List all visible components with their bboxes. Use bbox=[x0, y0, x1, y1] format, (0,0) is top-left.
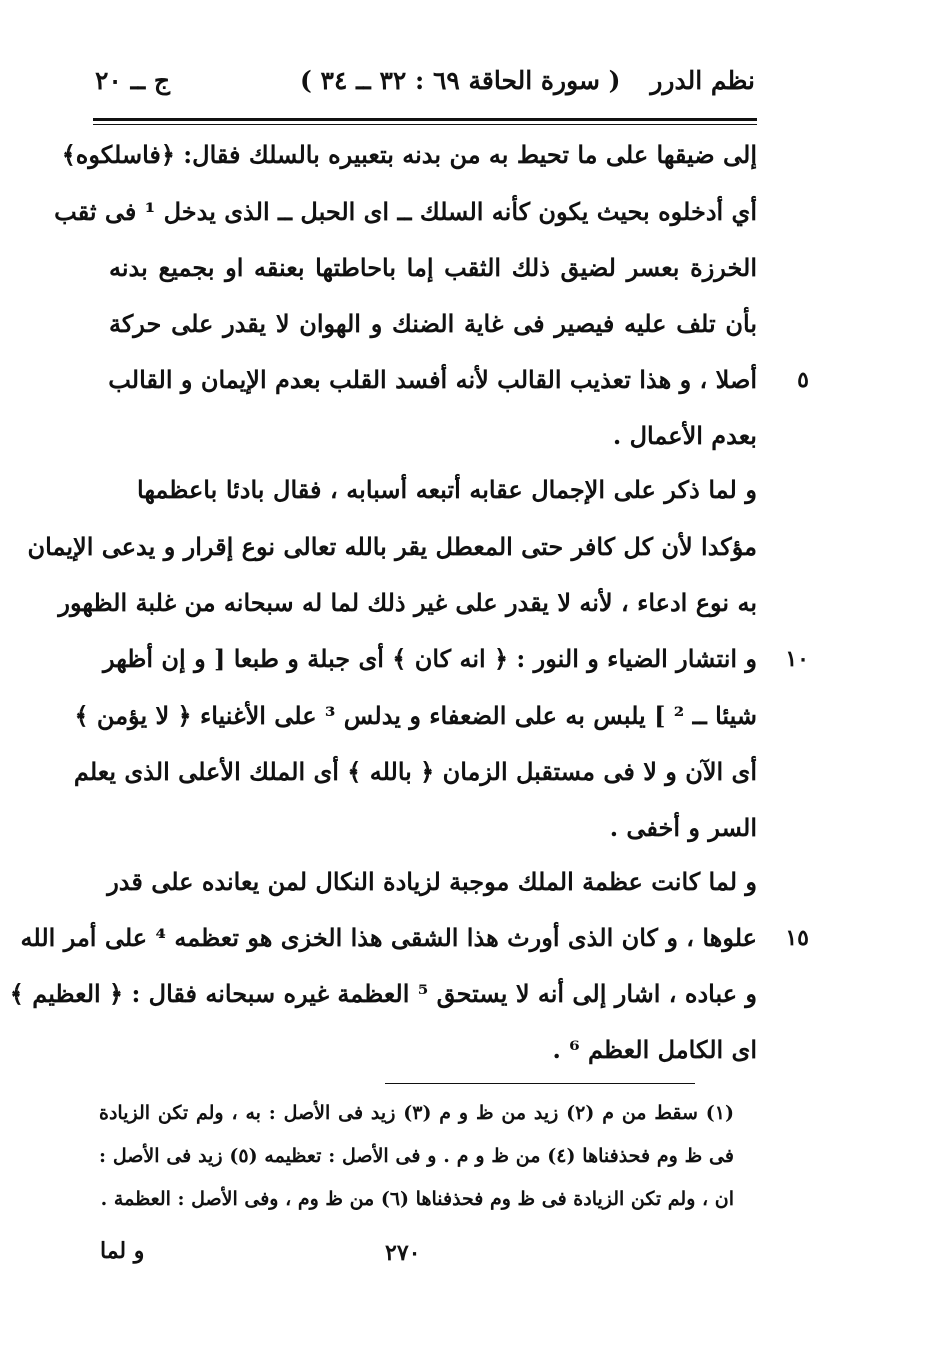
footnote-separator bbox=[385, 1083, 695, 1084]
text-line-3: الخرزة بعسر لضيق ذلك الثقب إما باحاطتها بعنقه او بجميع بدنه bbox=[109, 253, 757, 282]
text-line-13: السر و أخفى . bbox=[609, 813, 757, 842]
text-line-4: بأن تلف عليه فيصير فى غاية الضنك و الهوان لا يقدر على حركة bbox=[109, 309, 757, 338]
text-line-10: و انتشار الضياء و النور : ﴿ انه كان ﴾ أى جبلة و طبعا [ و إن أظهر bbox=[102, 644, 757, 673]
text-line-14: و لما كانت عظمة الملك موجبة لزيادة النكال لمن يعانده على قدر bbox=[107, 867, 757, 896]
text-line-16: و عباده ، اشار إلى أنه لا يستحق ⁵ العظمة غيره سبحانه فقال : ﴿ العظيم ﴾ bbox=[9, 979, 757, 1008]
footnote-line-3: ان ، ولم تكن الزيادة فى ظ وم فحذفناها (٦) من ظ وم ، وفى الأصل : العظمة . bbox=[100, 1188, 734, 1210]
text-line-1: إلى ضيقها على ما تحيط به من بدنه بتعبيره بالسلك فقال: ﴿فاسلكوه﴾ bbox=[61, 140, 757, 169]
text-line-5: أصلا ، و هذا تعذيب القالب لأنه أفسد القلب بعدم الإيمان و القالب bbox=[108, 365, 757, 394]
text-line-7: و لما ذكر على الإجمال عقابه أتبعه أسبابه ، فقال بادئا باعظمها bbox=[137, 475, 757, 504]
footnote-line-2: فى ظ وم فحذفناها (٤) من ظ و م . و فى الأصل : تعظيمه (٥) زيد فى الأصل : bbox=[99, 1145, 734, 1167]
header-rule-thin bbox=[93, 124, 757, 125]
line-number-5: ٥ bbox=[797, 367, 809, 393]
text-line-15: علوها ، و كان الذى أورث هذا الشقى هذا الخزى هو تعظمه ⁴ على أمر الله bbox=[20, 923, 757, 952]
book-title: نظم الدرر bbox=[650, 66, 755, 95]
volume-number: ج ــ ٢٠ bbox=[95, 66, 171, 95]
text-line-6: بعدم الأعمال . bbox=[612, 421, 757, 450]
text-line-17: اى الكامل العظم ⁶ . bbox=[552, 1035, 757, 1064]
text-line-9: به نوع ادعاء ، لأنه لا يقدر على غير ذلك لما له سبحانه من غلبة الظهور bbox=[58, 588, 757, 617]
page-number: ٢٧٠ bbox=[385, 1240, 421, 1266]
line-number-15: ١٥ bbox=[785, 925, 809, 951]
running-header bbox=[95, 66, 755, 110]
text-line-11: شيئا ــ ² ] يلبس به على الضعفاء و يدلس ³ على الأغنياء ﴿ لا يؤمن ﴾ bbox=[74, 701, 757, 730]
surah-reference: ( سورة الحاقة ٦٩ : ٣٢ ــ ٣٤ ) bbox=[300, 66, 621, 95]
text-line-12: أى الآن و لا فى مستقبل الزمان ﴿ بالله ﴾ أى الملك الأعلى الذى يعلم bbox=[73, 757, 757, 786]
header-rule bbox=[93, 118, 757, 121]
text-line-8: مؤكدا لأن كل كافر حتى المعطل يقر بالله تعالى نوع إقرار و يدعى الإيمان bbox=[27, 532, 757, 561]
line-number-10: ١٠ bbox=[785, 646, 809, 672]
catchword: و لما bbox=[100, 1238, 145, 1264]
footnote-line-1: (١) سقط من م (٢) زيد من ظ و م (٣) زيد فى الأصل : به ، ولم تكن الزيادة bbox=[99, 1102, 734, 1124]
text-line-2: أي أدخلوه بحيث يكون كأنه السلك ــ اى الحبل ــ الذى يدخل ¹ فى ثقب bbox=[54, 197, 757, 226]
